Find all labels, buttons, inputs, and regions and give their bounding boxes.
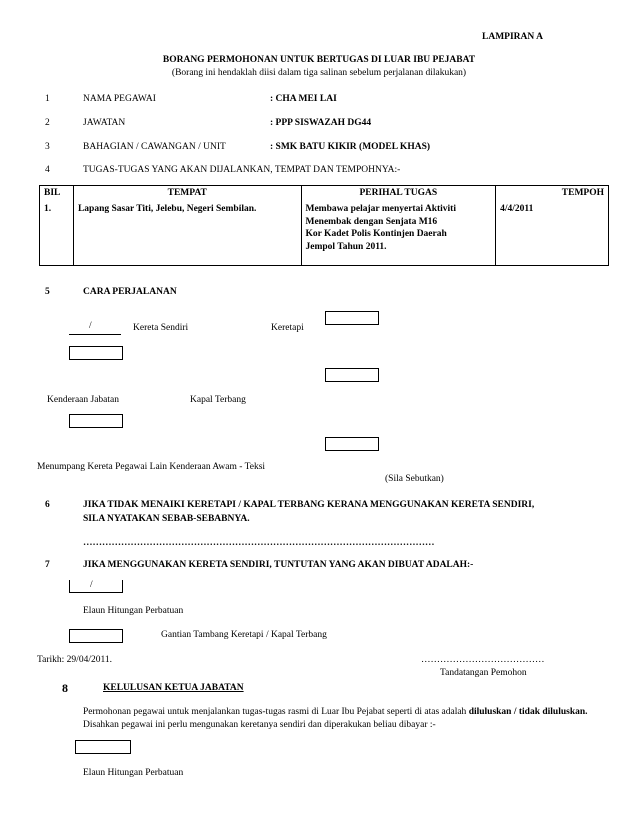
label-menumpang: Menumpang Kereta Pegawai Lain Kenderaan Awam - Teksi bbox=[37, 462, 266, 472]
section-7-title: JIKA MENGGUNAKAN KERETA SENDIRI, TUNTUTAN YANG AKAN DIBUAT ADALAH:- bbox=[83, 560, 474, 570]
check-mark: / bbox=[90, 580, 93, 590]
cell-perihal bbox=[301, 201, 496, 266]
label-elaun-hitungan: Elaun Hitungan Perbatuan bbox=[83, 606, 184, 616]
checkbox-elaun-hitungan[interactable] bbox=[69, 580, 123, 593]
checkbox-kelulusan-elaun[interactable] bbox=[75, 740, 131, 754]
checkbox-keretapi[interactable] bbox=[325, 311, 379, 325]
section-7-number: 7 bbox=[45, 560, 50, 570]
section-5-title: CARA PERJALANAN bbox=[83, 287, 177, 297]
signature-line[interactable]: ………………………………… bbox=[421, 655, 545, 665]
tugas-table bbox=[39, 185, 609, 266]
section-6-number: 6 bbox=[45, 500, 50, 510]
cell-bil: 1. bbox=[40, 201, 74, 266]
para-text: Disahkan pegawai ini perlu mengunakan keretanya sendiri dan diperakukan beliau dibayar :- bbox=[83, 720, 436, 730]
field-label-tugas: TUGAS-TUGAS YANG AKAN DIJALANKAN, TEMPAT DAN TEMPOHNYA:- bbox=[83, 165, 401, 175]
checkbox-menumpang[interactable] bbox=[69, 414, 123, 428]
checkbox-kenderaan-jabatan[interactable] bbox=[69, 346, 123, 360]
field-value-nama: : CHA MEI LAI bbox=[270, 94, 337, 104]
perihal-line: Kor Kadet Polis Kontinjen Daerah bbox=[305, 229, 447, 239]
field-label-jawatan: JAWATAN bbox=[83, 118, 126, 128]
lampiran-label: LAMPIRAN A bbox=[482, 32, 543, 42]
checkbox-kapal-terbang[interactable] bbox=[325, 368, 379, 382]
section-8-title: KELULUSAN KETUA JABATAN bbox=[103, 683, 244, 693]
field-number: 4 bbox=[45, 165, 50, 175]
section-8-number: 8 bbox=[62, 681, 68, 695]
table-row bbox=[40, 201, 609, 266]
field-number: 1 bbox=[45, 94, 50, 104]
perihal-line: Membawa pelajar menyertai Aktiviti bbox=[305, 204, 456, 214]
section-5-number: 5 bbox=[45, 287, 50, 297]
form-title: BORANG PERMOHONAN UNTUK BERTUGAS DI LUAR IBU PEJABAT bbox=[162, 55, 476, 65]
cell-tempoh: 4/4/2011 bbox=[496, 201, 609, 266]
perihal-line: Menembak dengan Senjata M16 bbox=[305, 216, 438, 227]
field-label-nama: NAMA PEGAWAI bbox=[83, 94, 156, 104]
table-header-bil: BIL bbox=[40, 186, 74, 202]
label-kereta-sendiri: Kereta Sendiri bbox=[133, 323, 189, 333]
checkbox-kenderaan-awam[interactable] bbox=[325, 437, 379, 451]
field-value-bahagian: : SMK BATU KIKIR (MODEL KHAS) bbox=[270, 142, 431, 152]
label-keretapi: Keretapi bbox=[271, 323, 304, 333]
label-sila-sebutkan: (Sila Sebutkan) bbox=[385, 474, 444, 484]
label-gantian-tambang: Gantian Tambang Keretapi / Kapal Terbang bbox=[161, 630, 327, 640]
table-header-row bbox=[40, 186, 609, 202]
signature-label: Tandatangan Pemohon bbox=[440, 668, 527, 678]
perihal-line: Jempol Tahun 2011. bbox=[305, 241, 387, 252]
para-bold: diluluskan. bbox=[542, 707, 588, 717]
section-6-line2: SILA NYATAKAN SEBAB-SEBABNYA. bbox=[83, 514, 250, 524]
para-bold: diluluskan / tidak bbox=[468, 707, 540, 717]
section-6-answer-line[interactable]: ………………………………………………………………………………………………… bbox=[83, 538, 435, 548]
table-header-perihal: PERIHAL TUGAS bbox=[301, 186, 496, 202]
form-subtitle: (Borang ini hendaklah diisi dalam tiga salinan sebelum perjalanan dilakukan) bbox=[171, 68, 467, 78]
check-mark: / bbox=[89, 321, 92, 331]
field-number: 3 bbox=[45, 142, 50, 152]
para-text: Permohonan pegawai untuk menjalankan tugas-tugas rasmi di Luar Ibu Pejabat seperti di atas adalah bbox=[83, 707, 469, 717]
table-header-tempoh: TEMPOH bbox=[496, 186, 609, 202]
tarikh: Tarikh: 29/04/2011. bbox=[37, 655, 112, 665]
section-6-line1: JIKA TIDAK MENAIKI KERETAPI / KAPAL TERBANG KERANA MENGGUNAKAN KERETA SENDIRI, bbox=[83, 500, 535, 510]
table-header-tempat: TEMPAT bbox=[73, 186, 301, 202]
label-kelulusan-elaun: Elaun Hitungan Perbatuan bbox=[83, 768, 184, 778]
label-kapal-terbang: Kapal Terbang bbox=[190, 395, 246, 405]
field-value-jawatan: : PPP SISWAZAH DG44 bbox=[270, 118, 372, 128]
section-8-paragraph bbox=[83, 706, 603, 732]
label-kenderaan-jabatan: Kenderaan Jabatan bbox=[47, 395, 120, 405]
checkbox-kereta-sendiri[interactable] bbox=[69, 322, 121, 335]
cell-tempat: Lapang Sasar Titi, Jelebu, Negeri Sembilan. bbox=[73, 201, 301, 266]
checkbox-gantian-tambang[interactable] bbox=[69, 629, 123, 643]
field-number: 2 bbox=[45, 118, 50, 128]
field-label-bahagian: BAHAGIAN / CAWANGAN / UNIT bbox=[83, 142, 226, 152]
